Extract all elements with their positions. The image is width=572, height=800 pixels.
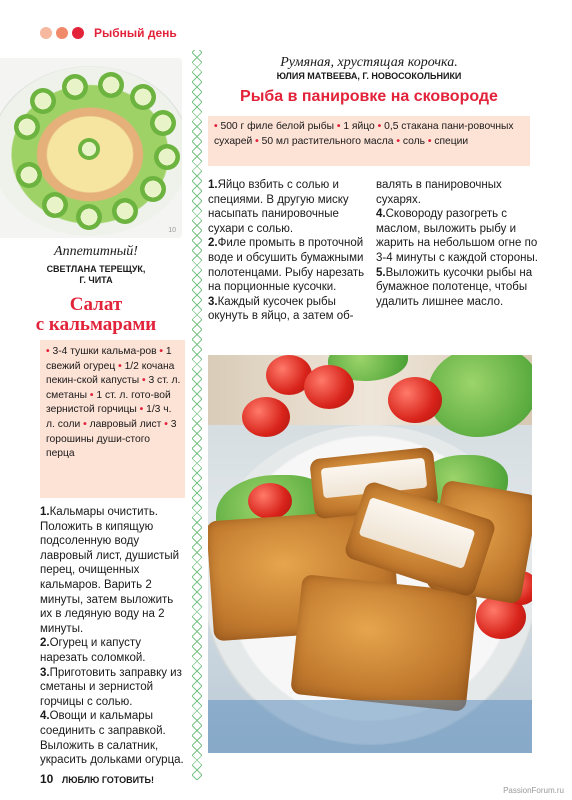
- step-number: 2.: [40, 637, 50, 650]
- ingredient: 1/3 ч. л. соли: [46, 404, 172, 430]
- ingredient: лавровый лист: [89, 418, 165, 430]
- ingredient: 1 ст. л. гото-вой зернистой горчицы: [46, 389, 171, 416]
- cucumber-slice: [140, 176, 166, 202]
- step-text: Кальмары очистить. Положить в кипящую подсоленную воду лавровый лист, душистый перец, очищенных кальмаров. Варить 2 минуты, затем выложить их в ледяную воду на 2 минуты.: [40, 506, 180, 635]
- title-line: с кальмарами: [35, 314, 157, 335]
- salad-title: [10, 295, 182, 335]
- title-line: Салат: [69, 294, 123, 315]
- section-header: [40, 24, 177, 42]
- step: [208, 236, 370, 294]
- step-text: Сковороду разогреть с маслом, выложить рыбу и жарить на небольшом огне по 3-4 минуты с каждой стороны.: [376, 208, 538, 264]
- fish-title: Рыба в панировке на сковороде: [240, 88, 498, 105]
- step-number: 3.: [40, 666, 50, 679]
- step: [376, 178, 538, 207]
- step: [40, 505, 188, 636]
- ingredient: 1/2 кочана пекин-ской капусты: [46, 360, 175, 387]
- cucumber-slice: [62, 74, 88, 100]
- page-number: 10: [40, 772, 54, 786]
- step-number: 4.: [40, 710, 50, 723]
- step-text: Овощи и кальмары соединить с заправкой. Выложить в салатник, украсить дольками огурца.: [40, 710, 184, 767]
- step: [40, 666, 188, 710]
- bullet: •: [255, 135, 262, 147]
- fried-fish-piece: [290, 574, 478, 712]
- step: [40, 636, 188, 665]
- cucumber-slice: [76, 204, 102, 230]
- magazine-name: ЛЮБЛЮ ГОТОВИТЬ!: [61, 775, 155, 785]
- decor-dot: [40, 27, 52, 39]
- step-number: 1.: [208, 179, 218, 191]
- column-divider: [192, 50, 202, 780]
- bullet: •: [396, 135, 403, 147]
- bullet: •: [377, 121, 385, 132]
- salad-photo: [0, 58, 182, 238]
- fish-author: ЮЛИЯ МАТВЕЕВА, Г. НОВОСОКОЛЬНИКИ: [276, 71, 462, 81]
- step-number: 1.: [40, 506, 50, 518]
- cucumber-slice: [130, 84, 156, 110]
- cucumber-slice: [14, 114, 40, 140]
- cucumber-slice: [42, 192, 68, 218]
- bullet: •: [83, 418, 90, 430]
- bullet: •: [164, 418, 171, 430]
- page-footer: [40, 772, 154, 786]
- step-number: 2.: [208, 237, 218, 250]
- cucumber-slice: [98, 72, 124, 98]
- bullet: •: [141, 375, 149, 387]
- fish-ingredients: [208, 116, 530, 166]
- cucumber-slice: [150, 110, 176, 136]
- tomato-slice: [248, 483, 292, 519]
- cucumber-slice: [154, 144, 180, 170]
- step: [208, 178, 370, 236]
- section-title: Рыбный день: [94, 26, 177, 40]
- decor-dot: [72, 27, 84, 39]
- fish-steps-col2: [376, 178, 538, 309]
- salad-steps: [40, 505, 188, 768]
- salad-kicker: Аппетитный!: [54, 244, 138, 259]
- lettuce-leaf: [428, 355, 532, 437]
- ingredient: 3 горошины души-стого перца: [46, 418, 177, 460]
- step-text: Яйцо взбить с солью и специями. В другую миску насыпать панировочные сухари с солью.: [208, 179, 349, 235]
- ingredient: 500 г филе белой рыбы: [220, 121, 337, 132]
- tomato: [304, 365, 354, 409]
- ingredient: специи: [434, 135, 469, 147]
- step: [376, 207, 538, 265]
- ingredient: 3-4 тушки кальма-ров: [52, 346, 160, 357]
- tomato: [388, 377, 442, 423]
- salad-author: [10, 264, 182, 286]
- decor-dot: [56, 27, 68, 39]
- bullet: •: [46, 346, 53, 357]
- watermark: PassionForum.ru: [503, 786, 564, 795]
- cucumber-slice: [30, 88, 56, 114]
- bullet: •: [427, 135, 435, 147]
- step: [208, 295, 370, 324]
- salad-ingredients: [40, 340, 185, 498]
- fish-photo: [208, 355, 532, 753]
- step-text: Каждый кусочек рыбы окунуть в яйцо, а затем об-: [208, 295, 354, 323]
- ingredient: 3 ст. л. сметаны: [46, 375, 181, 401]
- cucumber-slice: [78, 138, 100, 160]
- author-city: Г. ЧИТА: [79, 275, 113, 285]
- step-text: валять в панировочных сухарях.: [376, 179, 502, 206]
- bullet: •: [159, 346, 166, 357]
- author-name: СВЕТЛАНА ТЕРЕЩУК,: [46, 264, 146, 274]
- step-text: Выложить кусочки рыбы на бумажное полотенце, чтобы удалить лишнее масло.: [376, 266, 533, 308]
- fish-kicker: Румяная, хрустящая корочка.: [280, 55, 458, 70]
- photo-number: 10: [168, 227, 176, 234]
- bullet: •: [214, 121, 221, 132]
- tomato: [242, 397, 290, 437]
- cucumber-slice: [112, 198, 138, 224]
- step: [376, 266, 538, 310]
- ingredient: 1 свежий огурец: [46, 346, 172, 372]
- step-text: Приготовить заправку из сметаны и зернистой горчицы с солью.: [40, 666, 182, 708]
- fish-steps-col1: [208, 178, 370, 324]
- step-number: 4.: [376, 208, 386, 221]
- step-text: Филе промыть в проточной воде и обсушить бумажными полотенцами. Рыбу нарезать на порционные кусочки.: [208, 237, 365, 294]
- step: [40, 709, 188, 767]
- bullet: •: [336, 121, 344, 132]
- bullet: •: [139, 404, 147, 416]
- ingredient: 50 мл растительного масла: [261, 135, 397, 147]
- ingredient: 0,5 стакана пани-ровочных сухарей: [214, 121, 514, 147]
- bullet: •: [89, 389, 97, 401]
- bullet: •: [118, 360, 125, 372]
- blue-napkin: [208, 700, 532, 753]
- cucumber-slice: [16, 162, 42, 188]
- step-number: 5.: [376, 266, 386, 279]
- step-text: Огурец и капусту нарезать соломкой.: [40, 637, 146, 664]
- step-number: 3.: [208, 295, 218, 308]
- ingredient: соль: [402, 135, 428, 147]
- ingredient: 1 яйцо: [343, 121, 378, 132]
